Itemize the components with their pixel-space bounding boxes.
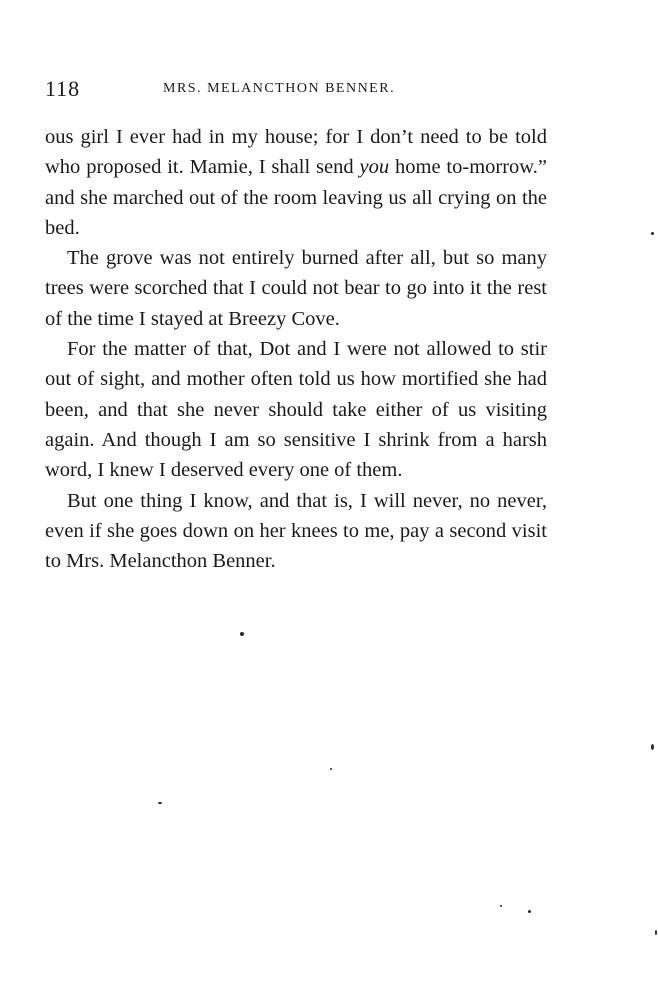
- paragraph-continued: [45, 122, 547, 243]
- emphasized-word: you: [359, 156, 390, 179]
- page-number: 118: [45, 76, 81, 101]
- scan-speck: [240, 632, 244, 636]
- scan-speck: [651, 744, 654, 750]
- running-head: [45, 76, 547, 106]
- scan-speck: [528, 910, 531, 913]
- paragraph: But one thing I know, and that is, I will never, no never, even if she goes down on her knees to me, pay a second visit to Mrs. Melancthon Benner.: [45, 489, 547, 573]
- scan-speck: [158, 802, 162, 804]
- scan-speck: [500, 905, 502, 907]
- running-title: MRS. MELANCTHON BENNER.: [163, 81, 396, 96]
- body-text: [45, 122, 547, 576]
- scan-speck: [330, 768, 332, 770]
- paragraph: The grove was not entirely burned after all, but so many trees were scorched that I could not bear to go into it the rest of the time I stayed at Breezy Cove.: [45, 247, 547, 330]
- paragraph-text: home to-morrow.” and she marched out of the room leaving us all crying on the bed.: [45, 156, 547, 239]
- paragraph: For the matter of that, Dot and I were not allowed to stir out of sight, and mother often told us how mortified she had been, and that she never should take either of us visiting again. And though I am so sensitive I shrink from a harsh word, I knew I deserved every one of them.: [45, 338, 547, 482]
- paragraph-text: ous girl I ever had in my house; for I don’t need to be told who proposed it. Mamie, I shall send: [45, 126, 547, 179]
- scan-speck: [655, 930, 657, 935]
- scan-speck: [651, 232, 654, 235]
